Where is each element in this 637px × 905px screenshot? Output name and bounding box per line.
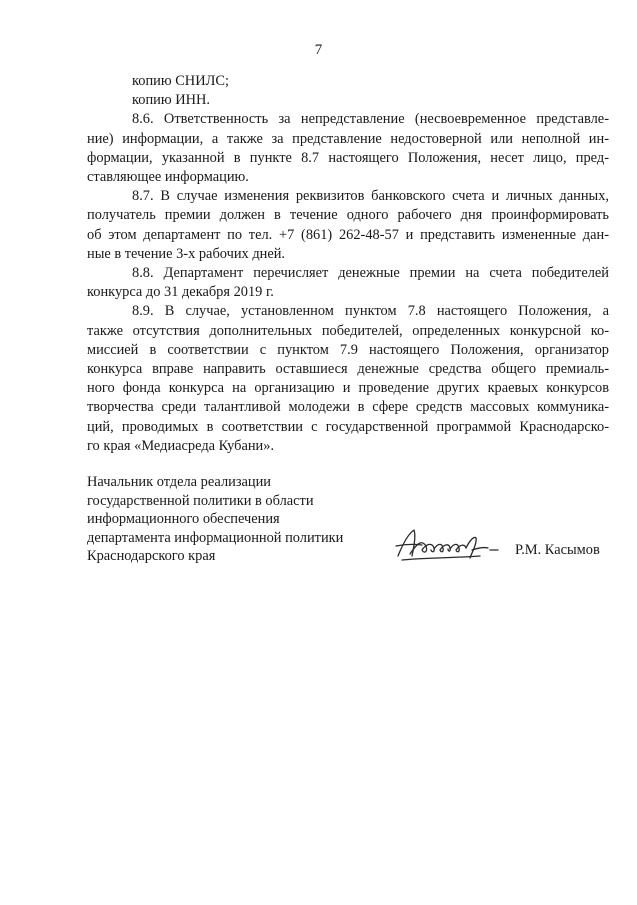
body-line: ные в течение 3-х рабочих дней. xyxy=(87,245,286,262)
body-line: миссией в соответствии с пунктом 7.9 настоящего Положения, организатор xyxy=(87,341,609,358)
body-line: ставляющее информацию. xyxy=(87,169,249,186)
document-body xyxy=(87,72,609,456)
body-line: копию ИНН. xyxy=(132,92,210,109)
body-line: 8.8. Департамент перечисляет денежные премии на счета победителей xyxy=(132,265,609,282)
body-line: 8.7. В случае изменения реквизитов банковского счета и личных данных, xyxy=(132,188,609,205)
page-number: 7 xyxy=(314,42,323,58)
body-line: ций, проводимых в соответствии с государственной программой Краснодарско- xyxy=(87,418,609,435)
signatory-position-line: информационного обеспечения xyxy=(87,511,280,528)
body-line: конкурса вправе направить оставшиеся денежные средства общего премиаль- xyxy=(87,361,609,378)
body-line: об этом департамент по тел. +7 (861) 262-48-57 и представить измененные дан- xyxy=(87,226,609,243)
signatory-position-line: Краснодарского края xyxy=(87,548,216,565)
body-line: 8.9. В случае, установленном пунктом 7.8 настоящего Положения, а xyxy=(132,303,609,320)
body-line: конкурса до 31 декабря 2019 г. xyxy=(87,284,274,301)
body-line: творчества среди талантливой молодежи в сфере средств массовых коммуника- xyxy=(87,399,609,416)
signer-name: Р.М. Касымов xyxy=(515,542,600,558)
body-line: 8.6. Ответственность за непредставление (несвоевременное представле- xyxy=(132,111,609,128)
signatory-position xyxy=(87,473,387,566)
signatory-position-line: Начальник отдела реализации xyxy=(87,474,272,490)
body-line: ного фонда конкурса на организацию и проведение других краевых конкурсов xyxy=(87,380,609,397)
body-line: получатель премии должен в течение одного рабочего дня проинформировать xyxy=(87,207,609,224)
body-line: ние) информации, а также за представление недостоверной или неполной ин- xyxy=(87,130,609,147)
body-line: также отсутствия дополнительных победителей, определенных конкурсной ко- xyxy=(87,322,609,339)
signatory-position-line: государственной политики в области xyxy=(87,492,314,509)
body-line: копию СНИЛС; xyxy=(132,73,229,89)
body-line: формации, указанной в пункте 8.7 настоящего Положения, несет лицо, пред- xyxy=(87,149,609,166)
body-line: го края «Медиасреда Кубани». xyxy=(87,437,275,454)
signatory-position-line: департамента информационной политики xyxy=(87,529,344,546)
handwritten-signature xyxy=(392,522,502,564)
